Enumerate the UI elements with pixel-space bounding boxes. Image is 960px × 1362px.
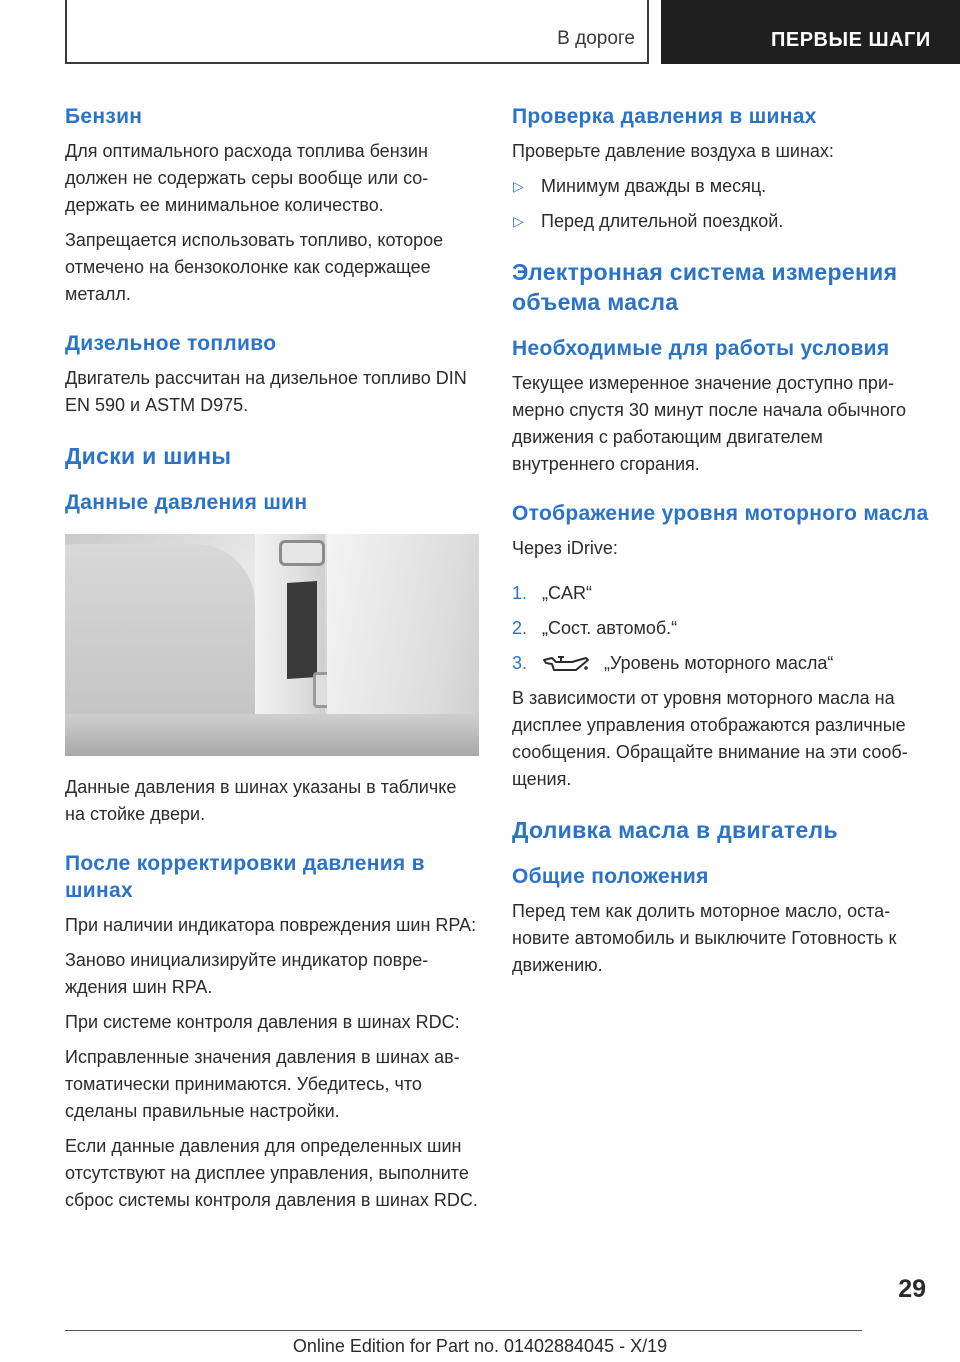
paragraph-petrol-2: Запрещается использовать топливо, которое отмечено на бензоколонке как содержащее металл. xyxy=(65,230,444,304)
header-chapter-tab xyxy=(661,0,960,64)
paragraph-check-pressure: Проверьте давление воздуха в шинах: xyxy=(512,141,834,161)
left-column xyxy=(65,103,479,1214)
paragraph-general: Перед тем как долить моторное масло, остановите автомобиль и выключите Готовность к движению. xyxy=(512,901,897,975)
door-latch-shape xyxy=(279,540,325,566)
list-item-text: Перед длительной поездкой. xyxy=(541,211,784,231)
paragraph-rpa-1: При наличии индикатора повреждения шин RPA: xyxy=(65,915,477,935)
paragraph-rdc-3: Если данные давления для определенных шин отсутствуют на дисплее управления, выполните сброс системы контроля давления в шинах RDC. xyxy=(65,1136,478,1210)
paragraph-conditions: Текущее измеренное значение доступно примерно спустя 30 минут после начала обычного движения с работающим двигателем внутреннего сгорания. xyxy=(512,373,907,474)
header-chapter-title: ПЕРВЫЕ ШАГИ xyxy=(771,29,931,51)
heading-wheels: Диски и шины xyxy=(65,443,232,469)
list-item-text: Минимум дважды в месяц. xyxy=(541,176,767,196)
triangle-right-icon: ▷ xyxy=(513,213,524,229)
paragraph-petrol-1: Для оптимального расхода топлива бензин должен не содержать серы вообще или содержать ее минимальное количество. xyxy=(65,141,429,215)
page-number: 29 xyxy=(898,1275,926,1303)
paragraph-rdc-1: При системе контроля давления в шинах RDC: xyxy=(65,1012,460,1032)
paragraph-via-idrive: Через iDrive: xyxy=(512,538,618,558)
heading-pressure-data: Данные давления шин xyxy=(65,491,308,514)
step-number: 1. xyxy=(512,583,528,603)
header-section-title: В дороге xyxy=(557,28,635,49)
step-item xyxy=(512,580,930,607)
heading-after-correction: После корректировки давления в шинах xyxy=(65,852,425,902)
step-number: 3. xyxy=(512,653,528,673)
heading-petrol: Бензин xyxy=(65,105,143,128)
heading-diesel: Дизельное топливо xyxy=(65,332,277,355)
step-text: „CAR“ xyxy=(542,583,592,603)
paragraph-rdc-2: Исправленные значения давления в шинах автоматически принимаются. Убедитесь, что сделаны правильные настройки. xyxy=(65,1047,460,1121)
heading-oil-display: Отображение уровня моторного масла xyxy=(512,502,929,525)
list-item xyxy=(512,208,930,235)
heading-oil-system: Электронная система измерения объема масла xyxy=(512,259,898,315)
list-item xyxy=(512,173,930,200)
right-column xyxy=(512,103,930,979)
header-section-box xyxy=(65,0,649,64)
paragraph-pressure-data: Данные давления в шинах указаны в табличке на стойке двери. xyxy=(65,777,457,824)
heading-conditions: Необходимые для работы условия xyxy=(512,337,890,360)
step-item xyxy=(512,650,930,677)
footer-divider xyxy=(65,1330,862,1331)
heading-check-pressure: Проверка давления в шинах xyxy=(512,105,817,128)
oil-can-icon xyxy=(542,654,590,674)
step-text: „Уровень моторного масла“ xyxy=(604,653,834,673)
door-sill-shape xyxy=(65,714,479,756)
paragraph-depending: В зависимости от уровня моторного масла на дисплее управления отображаются различные сообщения. Обращайте внимание на эти сообщения. xyxy=(512,688,908,789)
tire-pressure-label-plate xyxy=(287,581,317,679)
paragraph-diesel: Двигатель рассчитан на дизельное топливо DIN EN 590 и ASTM D975. xyxy=(65,368,467,415)
step-text: „Сост. автомоб.“ xyxy=(542,618,678,638)
step-item xyxy=(512,615,930,642)
door-pillar-photo xyxy=(65,534,479,756)
step-number: 2. xyxy=(512,618,528,638)
footer-edition-text: Online Edition for Part no. 01402884045 - X/19 xyxy=(292,1336,668,1356)
heading-general: Общие положения xyxy=(512,865,709,888)
triangle-right-icon: ▷ xyxy=(513,178,524,194)
step-content xyxy=(542,650,833,677)
paragraph-rpa-2: Заново инициализируйте индикатор повреждения шин RPA. xyxy=(65,950,429,997)
heading-oil-topup: Доливка масла в двигатель xyxy=(512,817,838,843)
